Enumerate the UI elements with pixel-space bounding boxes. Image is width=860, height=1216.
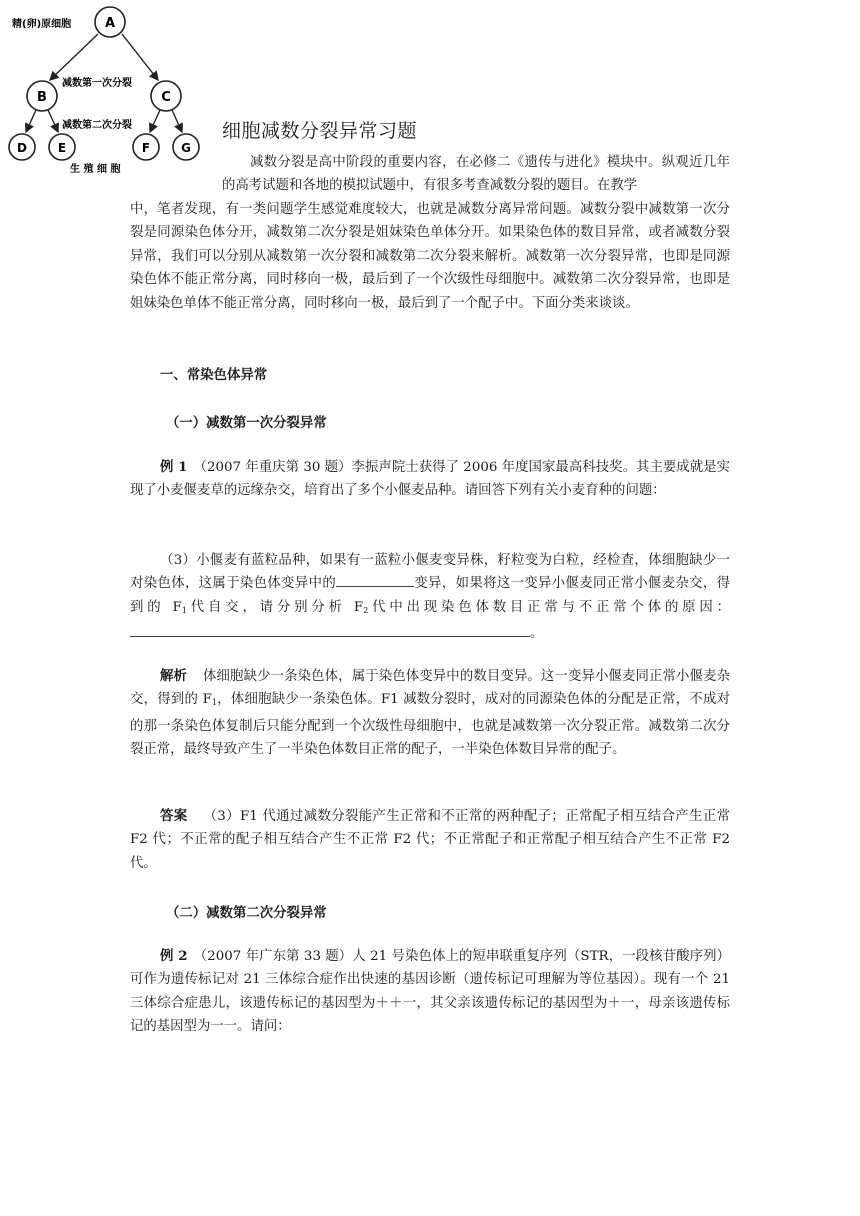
meiosis-diagram xyxy=(0,0,230,180)
question-3-text-2: 变异，如果将这一变异小偃麦同正常小偃麦杂交，得到的 F xyxy=(130,576,731,615)
node-c-label: C xyxy=(161,90,171,105)
label-meiosis-2: 减数第二次分裂 xyxy=(62,120,132,131)
label-germ-cells: 生 殖 细 胞 xyxy=(70,164,121,175)
arrow-c-g xyxy=(172,110,182,132)
example-2-text: （2007 年广东第 33 题）人 21 号染色体上的短串联重复序列（STR，一段核苷酸序列）可作为遗传标记对 21 三体综合症作出快速的基因诊断（遗传标记可理解为等位基因）。现有一个 21 三体综合症患儿，该遗传标记的基因型为＋＋一，其父亲该遗传标记的基因型为＋一，母亲该遗传标记的基因型为一一。请问： xyxy=(130,949,731,1035)
question-3 xyxy=(130,549,730,646)
arrow-b-d xyxy=(26,110,36,132)
example-1 xyxy=(130,456,730,503)
answer xyxy=(130,805,730,875)
subsection-heading-meiosis-2: （二）减数第二次分裂异常 xyxy=(166,905,327,921)
analysis-label: 解析 xyxy=(160,668,188,684)
analysis-subscript: 1 xyxy=(211,698,218,708)
subsection-heading-meiosis-1: （一）减数第一次分裂异常 xyxy=(166,415,327,431)
subscript-2: 2 xyxy=(363,605,369,615)
node-f-label: F xyxy=(141,141,151,155)
node-g-label: G xyxy=(181,141,191,155)
page-title: 细胞减数分裂异常习题 xyxy=(222,120,418,142)
arrow-b-e xyxy=(48,110,58,132)
arrow-a-b xyxy=(50,34,98,80)
example-2 xyxy=(130,945,730,1039)
example-1-label: 例 1 xyxy=(160,459,188,475)
subscript-1: 1 xyxy=(181,605,187,615)
node-a-label: A xyxy=(104,16,116,31)
answer-blank-1[interactable] xyxy=(336,572,414,587)
question-3-end: 。 xyxy=(530,626,544,642)
question-3-text-4: 代中出现染色体数目正常与不正常个体的原因： xyxy=(368,599,731,615)
answer-blank-2[interactable] xyxy=(130,622,530,637)
example-1-text: （2007 年重庆第 30 题）李振声院士获得了 2006 年度国家最高科技奖。其主要成就是实现了小麦偃麦草的远缘杂交，培育出了多个小偃麦品种。请回答下列有关小麦育种的问题： xyxy=(130,460,731,499)
example-2-label: 例 2 xyxy=(160,948,188,964)
question-3-text-3: 代自交，请分别分析 F xyxy=(186,599,364,615)
analysis-text-2: ，体细胞缺少一条染色体。F1 减数分裂时，成对的同源染色体的分配是正常，不成对的那一条染色体复制后只能分配到一个次级性母细胞中，也就是减数第一次分裂正常。减数第二次分裂正常，最终导致产生了一半染色体数目正常的配子，一半染色体数目异常的配子。 xyxy=(130,692,730,758)
intro-first-lines: 减数分裂是高中阶段的重要内容，在必修二《遗传与进化》模块中。纵观近几年的高考试题和各地的模拟试题中，有很多考查减数分裂的题目。在教学 xyxy=(222,155,730,194)
node-b-label: B xyxy=(37,90,47,105)
analysis-text: 体细胞缺少一条染色体，属于染色体变异中的数目变异。这一变异小偃麦同正常小偃麦杂交，得到的 F xyxy=(130,669,730,708)
label-oogonium: 精(卵)原细胞 xyxy=(12,19,72,30)
node-e-label: E xyxy=(57,141,67,155)
section-heading-autosome: 一、常染色体异常 xyxy=(160,367,268,383)
intro-paragraph: 中，笔者发现，有一类问题学生感觉难度较大，也就是减数分离异常问题。减数分裂中减数第一次分裂是同源染色体分开，减数第二次分裂是姐妹染色单体分开。如果染色体的数目异常，或者减数分裂异常，我们可以分别从减数第一次分裂和减数第二次分裂来解析。减数第一次分裂异常，也即是同源染色体不能正常分离，同时移向一极，最后到了一个次级性母细胞中。减数第二次分裂异常，也即是姐妹染色单体不能正常分离，同时移向一极，最后到了一个配子中。下面分类来谈谈。 xyxy=(130,202,730,311)
arrow-a-c xyxy=(122,34,158,80)
arrow-c-f xyxy=(150,110,160,132)
analysis xyxy=(130,665,730,762)
answer-text: （3）F1 代通过减数分裂能产生正常和不正常的两种配子；正常配子相互结合产生正常 F2 代；不正常的配子相互结合产生不正常 F2 代；不正常配子和正常配子相互结合产生不正常 F2 代。 xyxy=(130,809,730,871)
label-meiosis-1: 减数第一次分裂 xyxy=(62,78,132,89)
answer-label: 答案 xyxy=(160,808,188,824)
question-3-text: （3）小偃麦有蓝粒品种，如果有一蓝粒小偃麦变异株，籽粒变为白粒，经检查，体细胞缺少一对染色体，这属于染色体变异中的 xyxy=(130,553,730,592)
node-d-label: D xyxy=(17,141,27,155)
